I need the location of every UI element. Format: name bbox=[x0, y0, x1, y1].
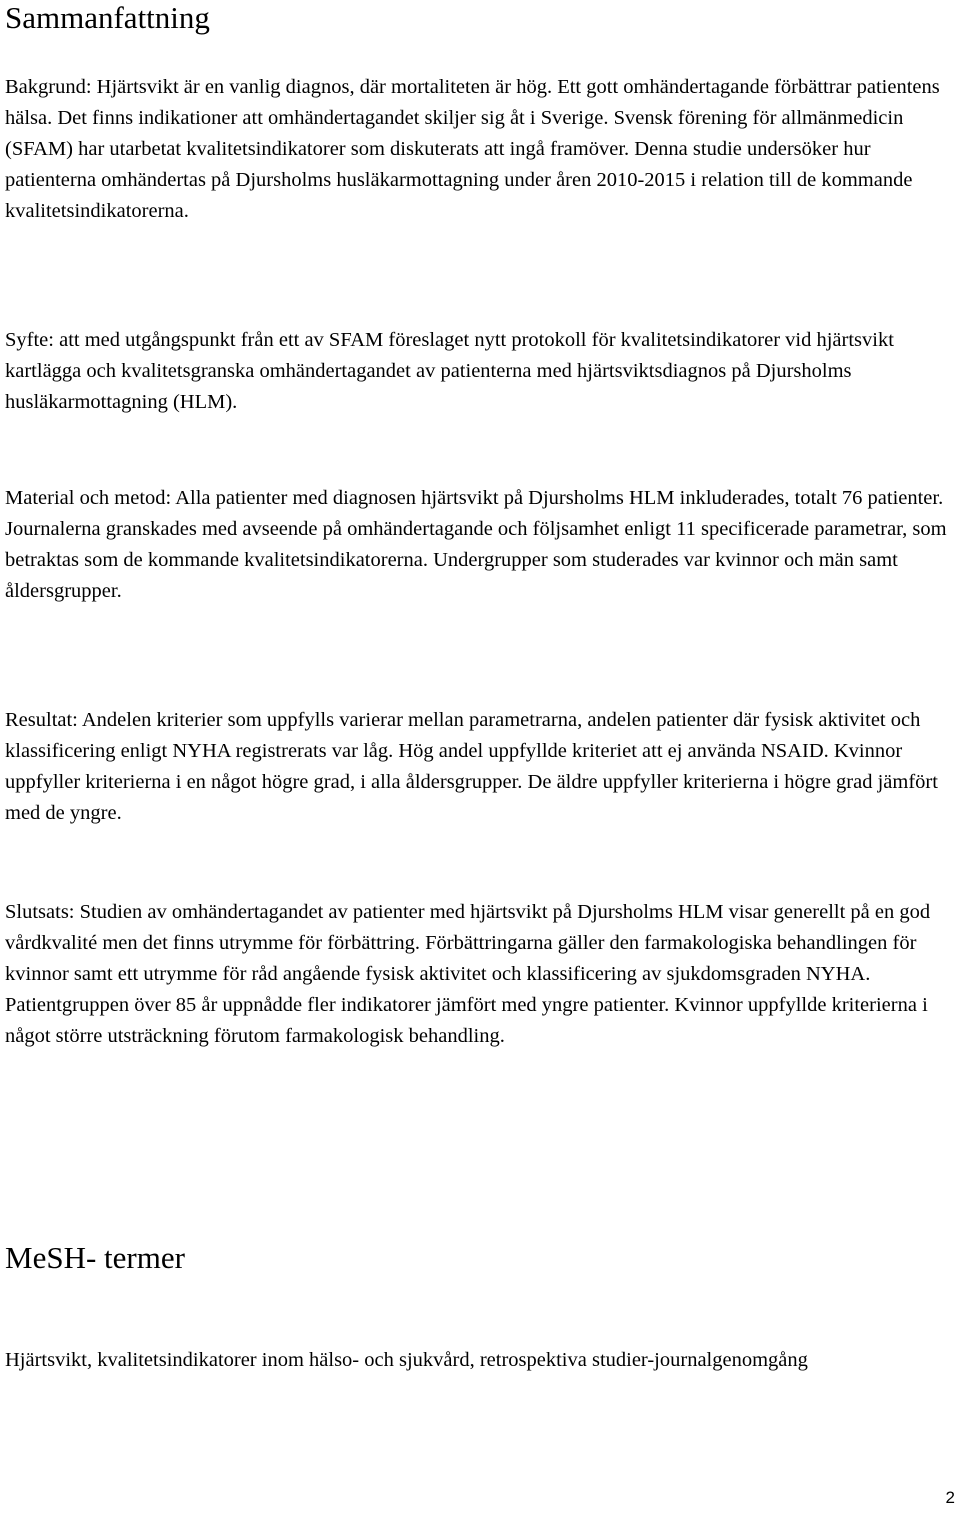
conclusion-paragraph: Slutsats: Studien av omhändertagandet av patienter med hjärtsvikt på Djursholms HLM visar generellt på en god vårdkvalité men det finns utrymme för förbättring. Förbättringarna gäller den farmakologiska behandlingen för kvinnor samt ett utrymme för råd angående fysisk aktivitet och klassificering av sjukdomsgraden NYHA. Patientgruppen över 85 år uppnådde fler indikatorer jämfört med yngre patienter. Kvinnor uppfyllde kriterierna i något större utsträckning förutom farmakologisk behandling. bbox=[5, 901, 931, 1047]
mesh-heading: MeSH- termer bbox=[5, 1240, 185, 1275]
mesh-terms: Hjärtsvikt, kvalitetsindikatorer inom hälso- och sjukvård, retrospektiva studier-journalgenomgång bbox=[5, 1349, 808, 1371]
page-number: 2 bbox=[945, 1488, 955, 1507]
material-method-paragraph: Material och metod: Alla patienter med diagnosen hjärtsvikt på Djursholms HLM inkluderades, totalt 76 patienter. Journalerna granskades med avseende på omhändertagande och följsamhet enligt 11 specificerade parametrar, som betraktas som de kommande kvalitetsindikatorerna. Undergrupper som studerades var kvinnor och män samt åldersgrupper. bbox=[5, 487, 947, 602]
page-title: Sammanfattning bbox=[5, 0, 210, 35]
results-paragraph: Resultat: Andelen kriterier som uppfylls varierar mellan parametrarna, andelen patienter där fysisk aktivitet och klassificering enligt NYHA registrerats var låg. Hög andel uppfyllde kriteriet att ej använda NSAID. Kvinnor uppfyller kriterierna i en något högre grad, i alla åldersgrupper. De äldre uppfyller kriterierna i högre grad jämfört med de yngre. bbox=[5, 709, 938, 824]
aim-paragraph: Syfte: att med utgångspunkt från ett av SFAM föreslaget nytt protokoll för kvalitetsindikatorer vid hjärtsvikt kartlägga och kvalitetsgranska omhändertagandet av patienterna med hjärtsviktsdiagnos på Djursholms husläkarmottagning (HLM). bbox=[5, 329, 894, 413]
background-paragraph: Bakgrund: Hjärtsvikt är en vanlig diagnos, där mortaliteten är hög. Ett gott omhändertagande förbättrar patientens hälsa. Det finns indikationer att omhändertagandet skiljer sig åt i Sverige. Svensk förening för allmänmedicin (SFAM) har utarbetat kvalitetsindikatorer som diskuterats att ingå framöver. Denna studie undersöker hur patienterna omhändertas på Djursholms husläkarmottagning under åren 2010-2015 i relation till de kommande kvalitetsindikatorerna. bbox=[5, 76, 940, 222]
